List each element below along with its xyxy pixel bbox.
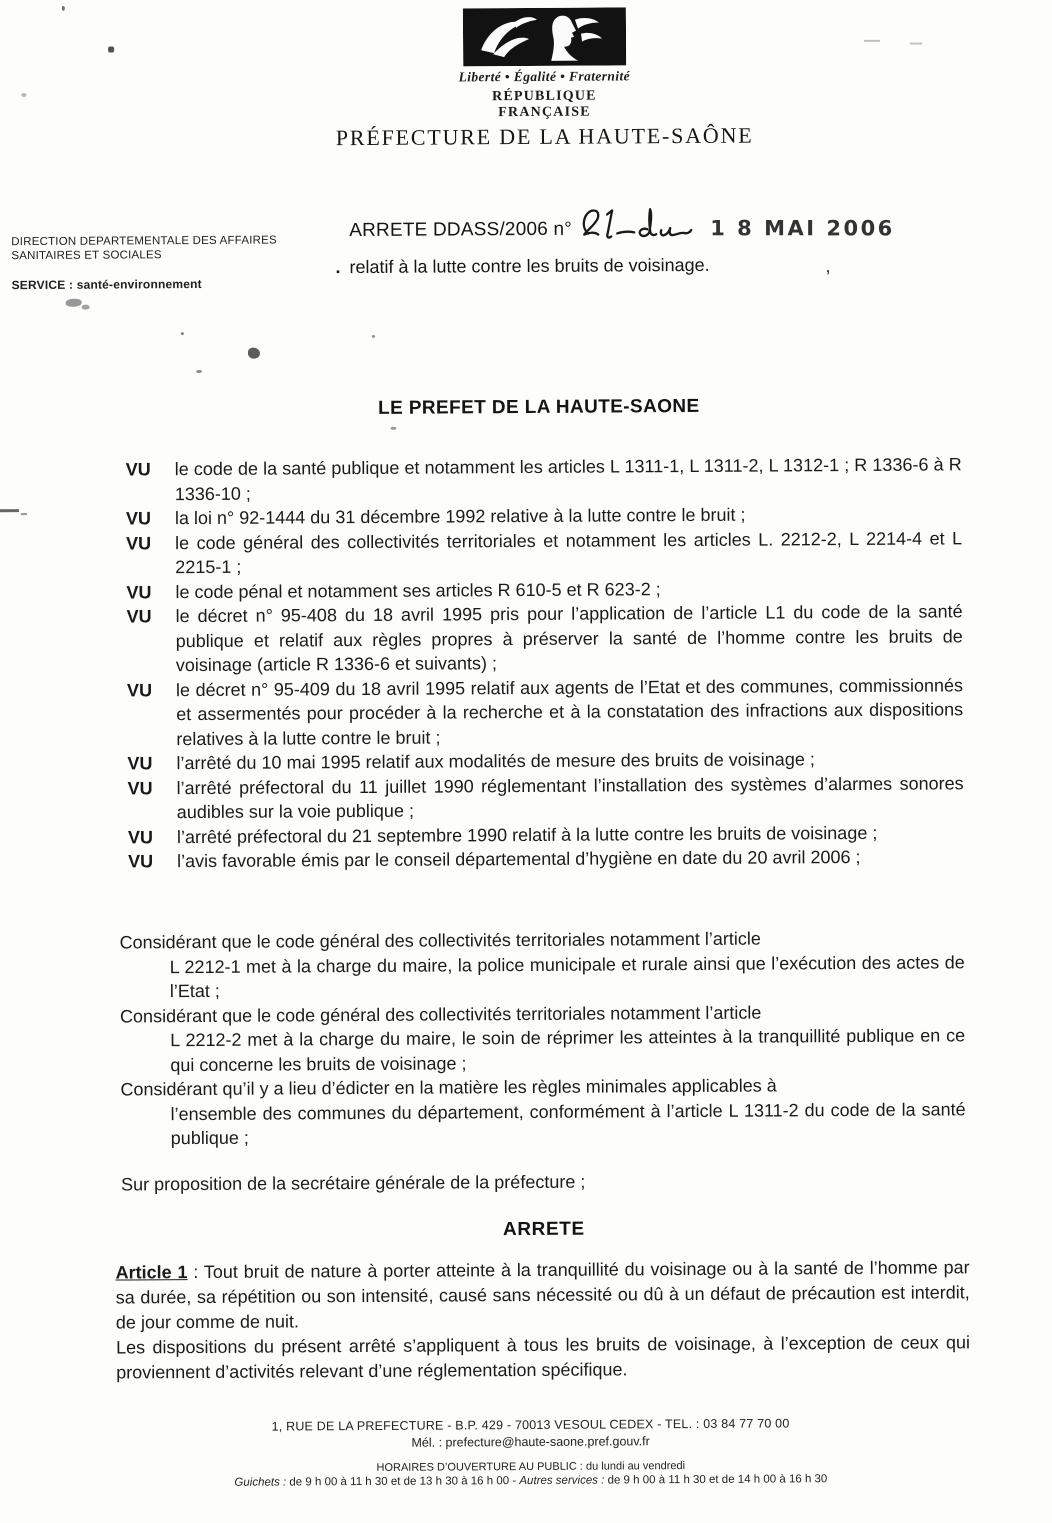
arrete-subject: relatif à la lutte contre les bruits de voisinage.	[349, 254, 710, 278]
prefet-heading: LE PREFET DE LA HAUTE-SAONE	[377, 395, 700, 419]
article-1-separator: :	[187, 1261, 204, 1283]
vu-label: VU	[126, 532, 152, 553]
scan-speck	[864, 40, 880, 42]
vu-item	[128, 844, 964, 874]
guichets-label: Guichets :	[234, 1476, 287, 1489]
vu-label: VU	[125, 459, 151, 480]
scan-speck	[910, 43, 922, 45]
article-1-paragraph2: Les dispositions du présent arrêté s’appliquent à tous les bruits de voisinage, à l’exception de ceux qui proviennent d’activités relevant d’une réglementation spécifique.	[115, 1332, 971, 1383]
considerant-lead: Considérant que le code général des collectivités territoriales notamment l’article	[119, 1002, 762, 1026]
vu-text: l’arrêté préfectoral du 11 juillet 1990 réglementant l’installation des systèmes d’alarmes sonores audibles sur la voie publique ;	[176, 772, 964, 823]
vu-list	[126, 452, 965, 874]
vu-text: l’arrêté du 10 mai 1995 relatif aux modalités de mesure des bruits de voisinage ;	[176, 749, 815, 774]
arrete-subject-line	[335, 255, 709, 278]
scan-speck	[21, 93, 26, 97]
arrete-heading: ARRETE	[502, 1218, 585, 1241]
footer-email: Mél. : prefecture@haute-saone.pref.gouv.fr	[411, 1434, 650, 1450]
vu-label: VU	[127, 753, 153, 774]
article-1-label: Article 1	[115, 1262, 188, 1283]
vu-text: la loi n° 92-1444 du 31 décembre 1992 relative à la lutte contre le bruit ;	[174, 504, 746, 529]
vu-label: VU	[125, 508, 152, 529]
article-1-paragraph1: Tout bruit de nature à porter atteinte à la tranquillité du voisinage ou à la santé de l’homme par sa durée, sa répétition ou son intensité, causé sans nécessité ou dû à un défaut de précaution est interdit, de jour comme de nuit.	[115, 1257, 970, 1333]
scan-speck	[66, 299, 82, 307]
scan-speck	[21, 513, 27, 515]
vu-item	[126, 599, 962, 678]
footer-hours-title: HORAIRES D’OUVERTURE AU PUBLIC : du lundi au vendredi	[376, 1460, 686, 1474]
vu-text: le décret n° 95-408 du 18 avril 1995 pris pour l’application de l’article L1 du code de la santé publique et relatif aux règles propres à préserver la santé de l’homme contre les bruits de voisinage (article R 1336-6 et suivants) ;	[175, 601, 963, 676]
vu-label: VU	[127, 826, 153, 847]
prefecture-title: PRÉFECTURE DE LA HAUTE-SAÔNE	[335, 122, 754, 151]
vu-text: le code pénal et notamment ses articles R 610-5 et R 623-2 ;	[175, 578, 661, 602]
considerant-lead: Considérant qu’il y a lieu d’édicter en la matière les règles minimales applicables à	[120, 1075, 777, 1100]
scan-speck	[181, 332, 184, 335]
footer	[4, 1415, 1052, 1490]
vu-text: le code de la santé publique et notamment les articles L 1311-1, L 1311-2, L 1312-1 ; R 1336-6 à R 1336-10 ;	[174, 454, 962, 504]
sender-service: SERVICE : santé-environnement	[11, 276, 202, 293]
vu-label: VU	[126, 581, 152, 602]
logo-motto: Liberté • Égalité • Fraternité	[458, 68, 631, 85]
considerant-item	[120, 1072, 965, 1151]
considerant-body: l’ensemble des communes du département, conformément à l’article L 1311-2 du code de la santé publique ;	[170, 1098, 966, 1149]
sur-proposition-line: Sur proposition de la secrétaire générale de la préfecture ;	[120, 1171, 586, 1195]
subject-leading-dot: .	[335, 257, 341, 278]
vu-item	[126, 452, 962, 506]
scan-speck	[248, 348, 260, 359]
autres-services-hours: de 9 h 00 à 11 h 30 et de 14 h 00 à 16 h 30	[604, 1473, 828, 1487]
arrete-reference-line	[349, 201, 895, 248]
vu-text: le décret n° 95-409 du 18 avril 1995 relatif aux agents de l’Etat et des communes, commissionnés et assermentés pour procéder à la recherche et à la constatation des infractions aux dispositions relatives à la lutte contre le bruit ;	[175, 674, 964, 749]
scan-speck	[108, 47, 114, 53]
handwritten-number-icon	[576, 202, 698, 247]
vu-text: l’arrêté préfectoral du 21 septembre 1990 relatif à la lutte contre les bruits de voisinage ;	[176, 822, 878, 847]
considerants-section	[119, 925, 965, 1151]
considerant-item	[120, 999, 965, 1078]
vu-label: VU	[126, 679, 153, 700]
vu-item	[126, 526, 962, 580]
footer-address: 1, RUE DE LA PREFECTURE - B.P. 429 - 70013 VESOUL CEDEX - TEL. : 03 84 77 70 00	[271, 1416, 790, 1434]
scan-speck	[62, 6, 65, 11]
sender-direction-line1: DIRECTION DEPARTEMENTALE DES AFFAIRES	[11, 234, 277, 249]
scan-speck	[372, 335, 375, 338]
vu-label: VU	[128, 851, 154, 872]
vu-item	[128, 771, 964, 825]
considerant-item	[119, 925, 964, 1004]
sender-direction-line2: SANITAIRES ET SOCIALES	[11, 249, 162, 263]
considerant-body: L 2212-1 met à la charge du maire, la police municipale et rurale ainsi que l’exécution des actes de l’Etat ;	[169, 951, 965, 1002]
vu-item	[127, 673, 963, 752]
considerant-lead: Considérant que le code général des collectivités territoriales notamment l’article	[119, 928, 761, 953]
vu-text: le code général des collectivités territoriales et notamment les articles L. 2212-2, L 2214-4 et L 2215-1 ;	[175, 527, 963, 578]
scan-speck	[0, 509, 19, 512]
sender-block	[11, 234, 277, 293]
republique-francaise-logo-block	[458, 7, 631, 121]
considerant-body: L 2212-2 met à la charge du maire, le soin de réprimer les atteintes à la tranquillité publique en ce qui concerne les bruits de voisinage ;	[170, 1025, 966, 1075]
date-stamp: 1 8 MAI 2006	[710, 216, 895, 241]
logo-republic-label: RÉPUBLIQUE FRANÇAISE	[492, 88, 597, 121]
vu-label: VU	[126, 606, 152, 627]
scan-speck	[390, 427, 396, 430]
vu-text: l’avis favorable émis par le conseil départemental d’hygiène en date du 20 avril 2006 ;	[177, 846, 861, 872]
scan-speck	[82, 305, 90, 310]
autres-services-label: Autres services :	[519, 1474, 605, 1488]
scan-speck	[196, 370, 202, 373]
marianne-logo-icon	[462, 7, 625, 66]
stray-comma-mark: ,	[825, 256, 831, 277]
guichets-hours: de 9 h 00 à 11 h 30 et de 13 h 30 à 16 h 00 -	[286, 1475, 520, 1489]
article-1	[116, 1255, 971, 1385]
vu-label: VU	[127, 777, 153, 798]
arrete-reference-printed: ARRETE DDASS/2006 n°	[349, 218, 573, 242]
